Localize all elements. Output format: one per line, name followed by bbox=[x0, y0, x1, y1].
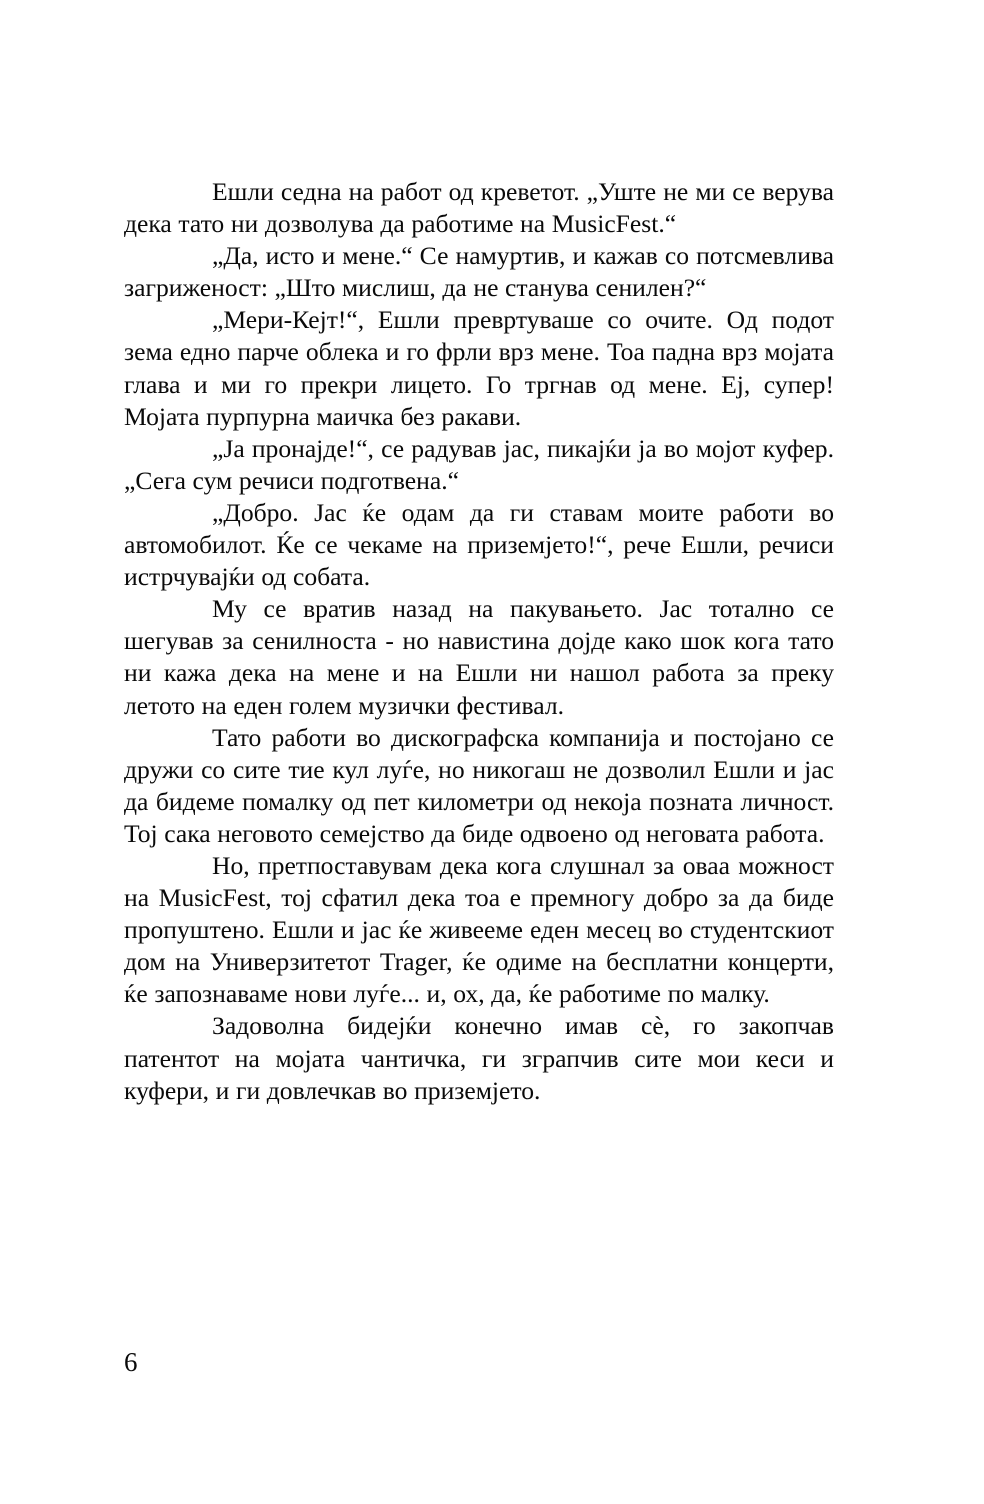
page-number: 6 bbox=[124, 1347, 138, 1377]
paragraph: „Ја пронајде!“, се радував јас, пикајќи ја во мојот куфер. „Сега сум речиси подготвена.“ bbox=[124, 433, 834, 495]
paragraph: Но, претпоставувам дека кога слушнал за оваа можност на MusicFest, тој сфатил дека тоа е премногу добро за да биде пропуштено. Ешли и јас ќе живееме еден месец во студентскиот дом на Универзитетот Trager, ќе одиме на бесплатни концерти, ќе запознаваме нови луѓе... и, ох, да, ќе работиме по малку. bbox=[124, 850, 834, 1009]
body-text-column bbox=[124, 176, 834, 1107]
paragraph: Задоволна бидејќи конечно имав сè, го закопчав патентот на мојата чантичка, ги зграпчив сите мои кеси и куфери, и ги довлечкав во приземјето. bbox=[124, 1011, 834, 1105]
paragraph: „Мери-Кејт!“, Ешли превртуваше со очите. Од подот зема едно парче облека и го фрли врз мене. Тоа падна врз мојата глава и ми го прекри лицето. Го тргнав од мене. Ej, супер! Мојата пурпурна маичка без ракави. bbox=[124, 305, 834, 431]
paragraph: Му се вратив назад на пакувањето. Јас тотално се шегував за сенилноста - но навистина дојде како шок кога тато ни кажа дека на мене и на Ешли ни нашол работа за преку летото на еден голем музички фестивал. bbox=[124, 594, 834, 720]
paragraph: Ешли седна на работ од креветот. „Уште не ми се верува дека тато ни дозволува да работиме на MusicFest.“ bbox=[124, 177, 834, 239]
paragraph: Тато работи во дискографска компанија и постојано се дружи со сите тие кул луѓе, но никогаш не дозволил Ешли и јас да бидеме помалку од пет километри од некоја позната личност. Тој сака неговото семејство да биде одвоено од неговата работа. bbox=[124, 722, 834, 848]
paragraph: „Добро. Јас ќе одам да ги ставам моите работи во автомобилот. Ќе се чекаме на приземјето!“, рече Ешли, речиси истрчувајќи од собата. bbox=[124, 497, 834, 592]
paragraph: „Да, исто и мене.“ Се намуртив, и кажав со потсмевлива загриженост: „Што мислиш, да не станува сенилен?“ bbox=[124, 241, 834, 303]
